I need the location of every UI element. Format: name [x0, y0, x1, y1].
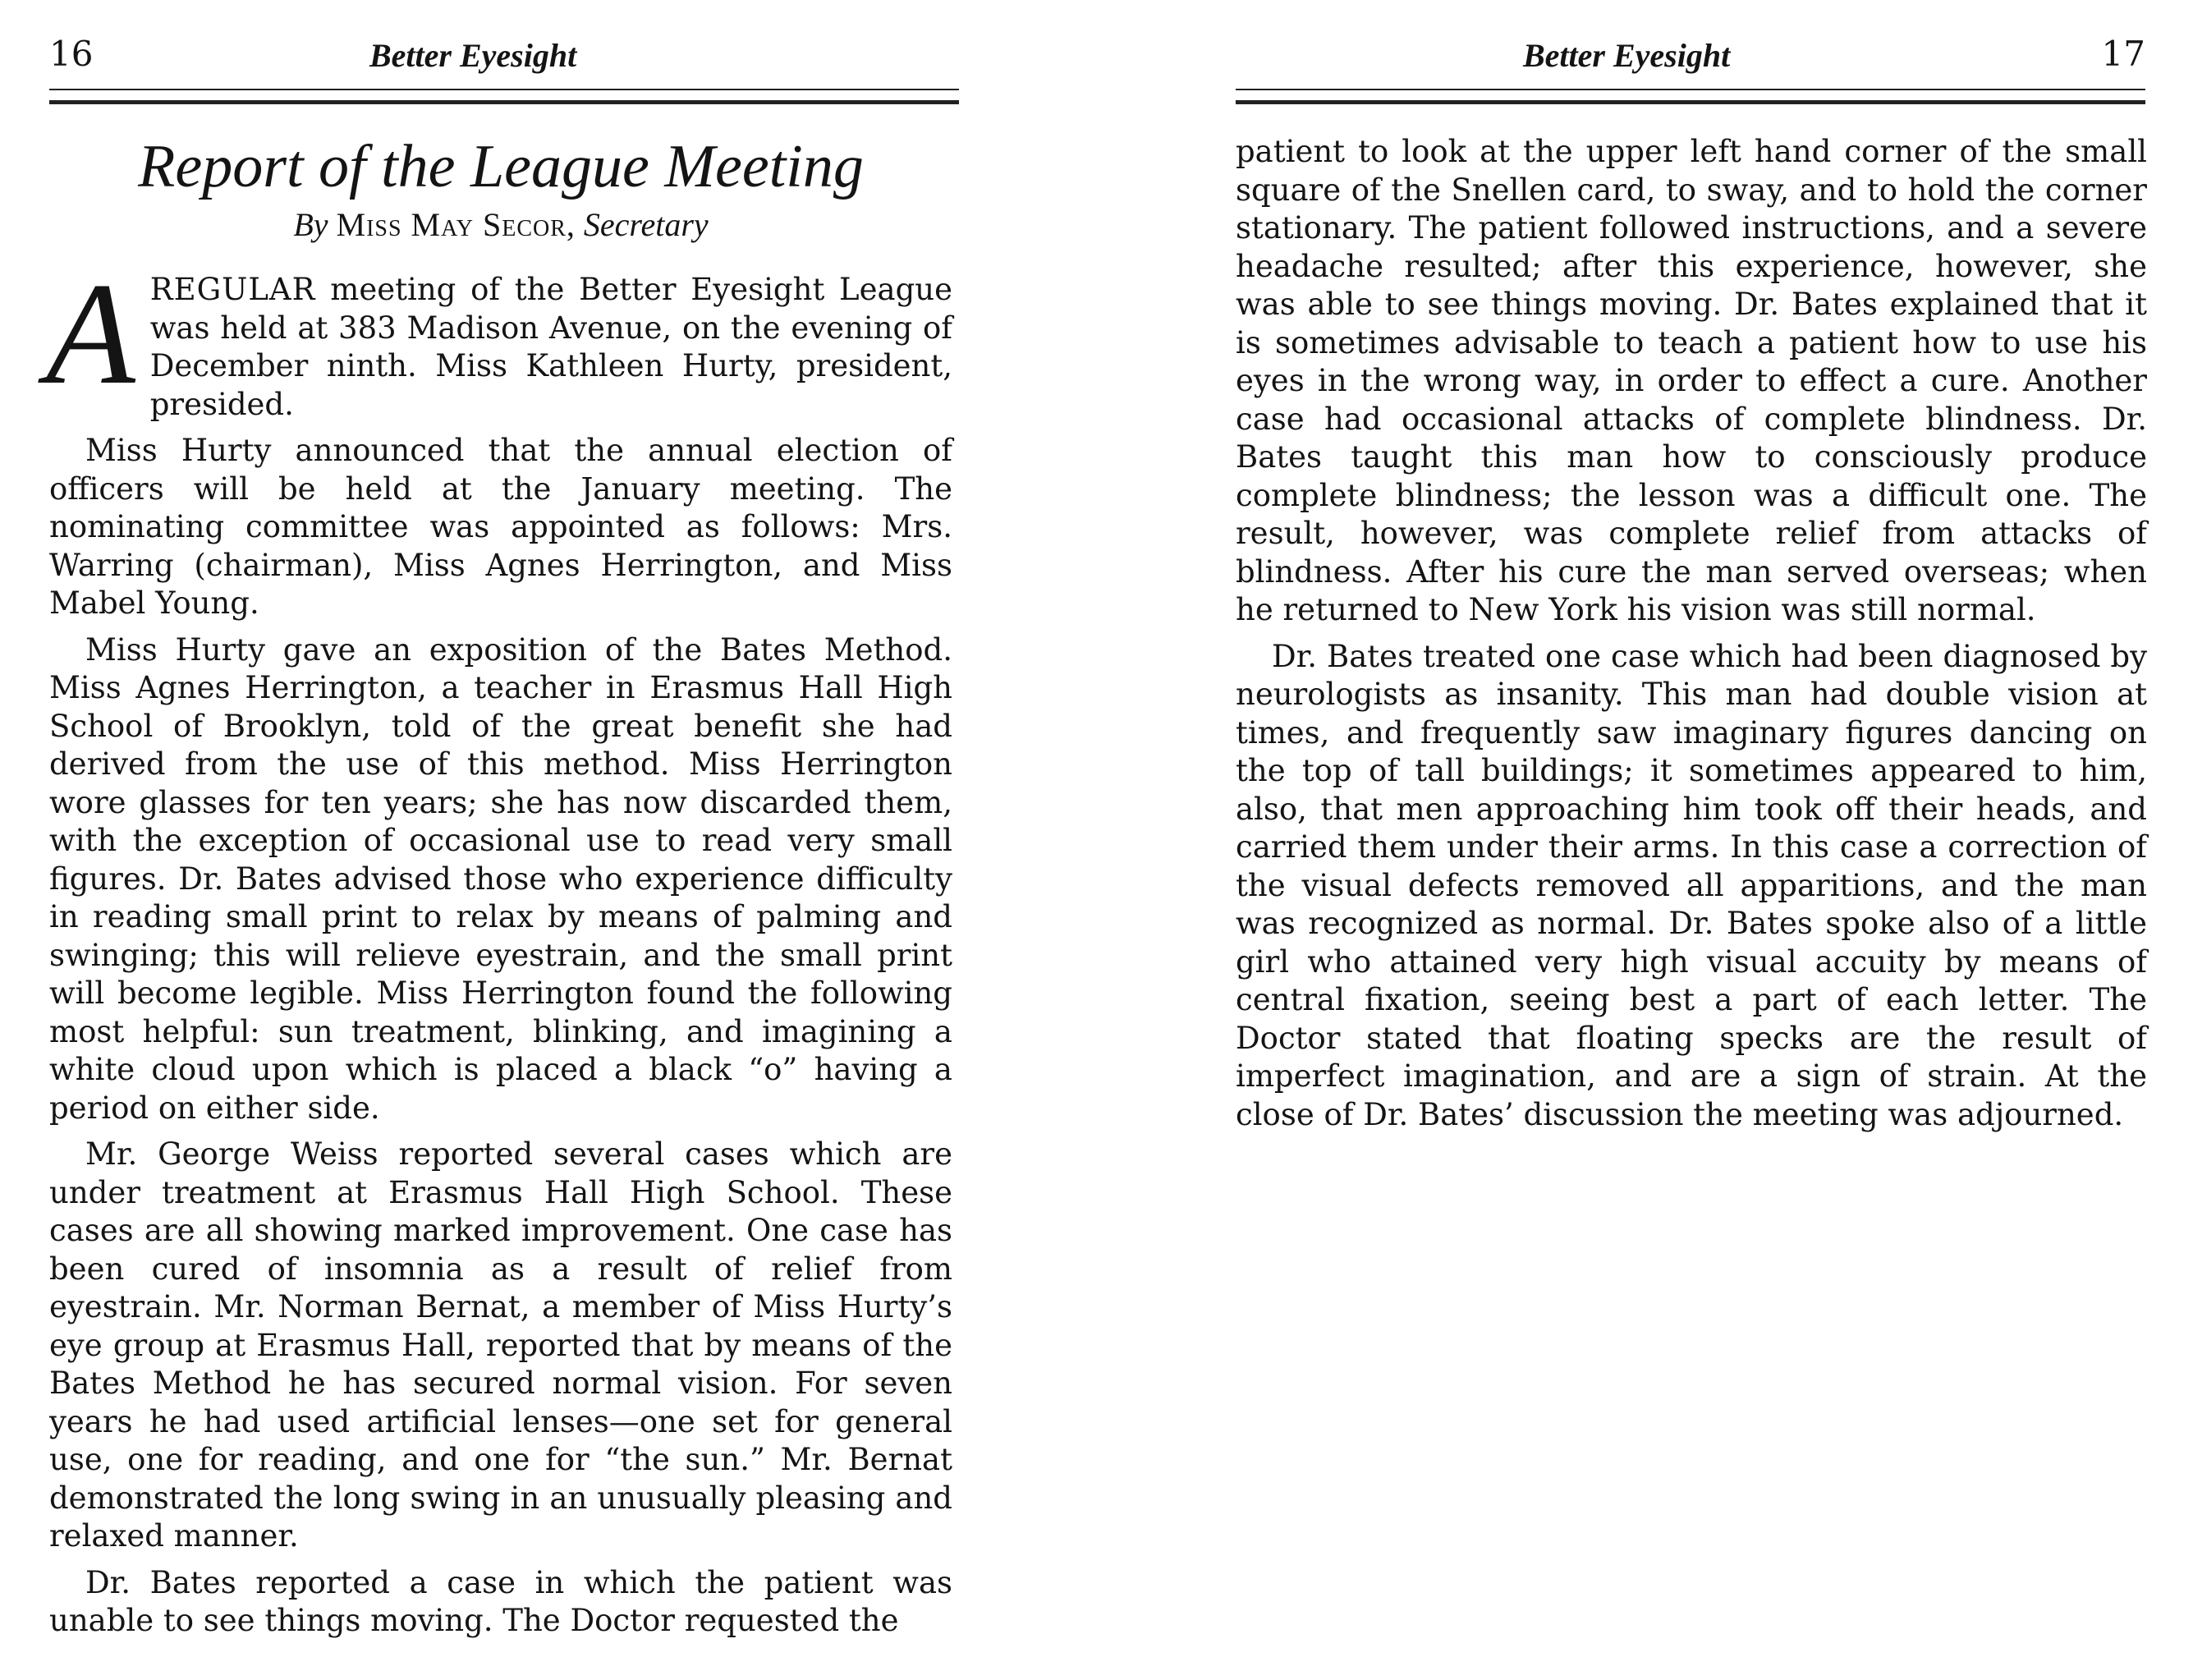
left-column — [46, 131, 952, 1649]
paragraph-4: Mr. George Weiss reported several cases which are under treatment at Erasmus Hall High School. These cases are all showing marked improvement. One case has been cured of insomnia as a result of relief from eyestrain. Mr. Norman Bernat, a member of Miss Hurty’s eye group at Erasmus Hall, reported that by means of the Bates Method he has secured normal vision. For seven years he had used artificial lenses—one set for general use, one for reading, and one for “the sun.” Mr. Bernat demonstrated the long swing in an unusually pleasing and relaxed manner. — [49, 1136, 952, 1554]
running-title-left: Better Eyesight — [369, 37, 577, 74]
header-rule-right — [1236, 89, 2145, 104]
article-title: Report of the League Meeting — [138, 133, 864, 200]
running-head-left — [49, 30, 959, 87]
byline — [49, 202, 952, 248]
paragraph-continued: patient to look at the upper left hand corner of the small square of the Snellen card, to sway, and to hold the corner stationary. The patient followed instructions, and a severe headache resulted; after this experience, however, she was able to see things moving. Dr. Bates explained that it is sometimes advisable to teach a patient how to use his eyes in the wrong way, in order to effect a cure. Another case had occasional attacks of complete blindness. Dr. Bates taught this man how to consciously produce complete blindness; the lesson was a difficult one. The result, however, was complete relief from attacks of blindness. After his cure the man served overseas; when he returned to New York his vision was still normal. — [1236, 134, 2147, 627]
paragraph-1-text: meeting of the Better Eyesight League was held at 383 Madison Avenue, on the evening of December ninth. Miss Kathleen Hurty, president, presided. — [149, 272, 952, 422]
page-number-left: 16 — [49, 34, 94, 74]
paragraph-5: Dr. Bates reported a case in which the patient was unable to see things moving. The Doctor requested the — [49, 1564, 952, 1638]
paragraph-3: Miss Hurty gave an exposition of the Bates Method. Miss Agnes Herrington, a teacher in Erasmus Hall High School of Brooklyn, told of the great benefit she had derived from the use of this method. Miss Herrington wore glasses for ten years; she has now discarded them, with the exception of occasional use to read very small figures. Dr. Bates advised those who experience difficulty in reading small print to relax by means of palming and swinging; this will relieve eyestrain, and the small print will become legible. Miss Herrington found the following most helpful: sun treatment, blinking, and imagining a white cloud upon which is placed a black “o” having a period on either side. — [49, 631, 952, 1126]
header-rule-left — [49, 89, 959, 104]
byline-role: Secretary — [583, 206, 709, 243]
drop-cap: A — [46, 252, 135, 415]
lead-word: REGULAR — [149, 272, 316, 307]
paragraph-2: Miss Hurty announced that the annual election of officers will be held at the January meeting. The nominating committee was appointed as follows: Mrs. Warring (chairman), Miss Agnes Herrington, and Miss Mabel Young. — [49, 433, 952, 621]
paragraph-6: Dr. Bates treated one case which had been diagnosed by neurologists as insanity. This man had double vision at times, and frequently saw imaginary figures dancing on the top of tall buildings; it sometimes appeared to him, also, that men approaching him took off their heads, and carried them under their arms. In this case a correction of the visual defects removed all apparitions, and the man was recognized as normal. Dr. Bates spoke also of a little girl who attained very high visual accuity by means of central fixation, seeing best a part of each letter. The Doctor stated that floating specks are the result of imperfect imagination, and are a sign of strain. At the close of Dr. Bates’ discussion the meeting was adjourned. — [1236, 638, 2147, 1132]
right-column — [1236, 133, 2147, 1142]
left-page — [0, 0, 1096, 1680]
byline-by: By — [293, 206, 328, 243]
running-title-right: Better Eyesight — [1523, 37, 1731, 74]
paragraph-1 — [46, 252, 952, 424]
page-number-right: 17 — [2101, 34, 2145, 74]
byline-author: Miss May Secor, — [336, 206, 576, 243]
running-head-right — [1236, 30, 2145, 87]
right-page — [1096, 0, 2193, 1680]
